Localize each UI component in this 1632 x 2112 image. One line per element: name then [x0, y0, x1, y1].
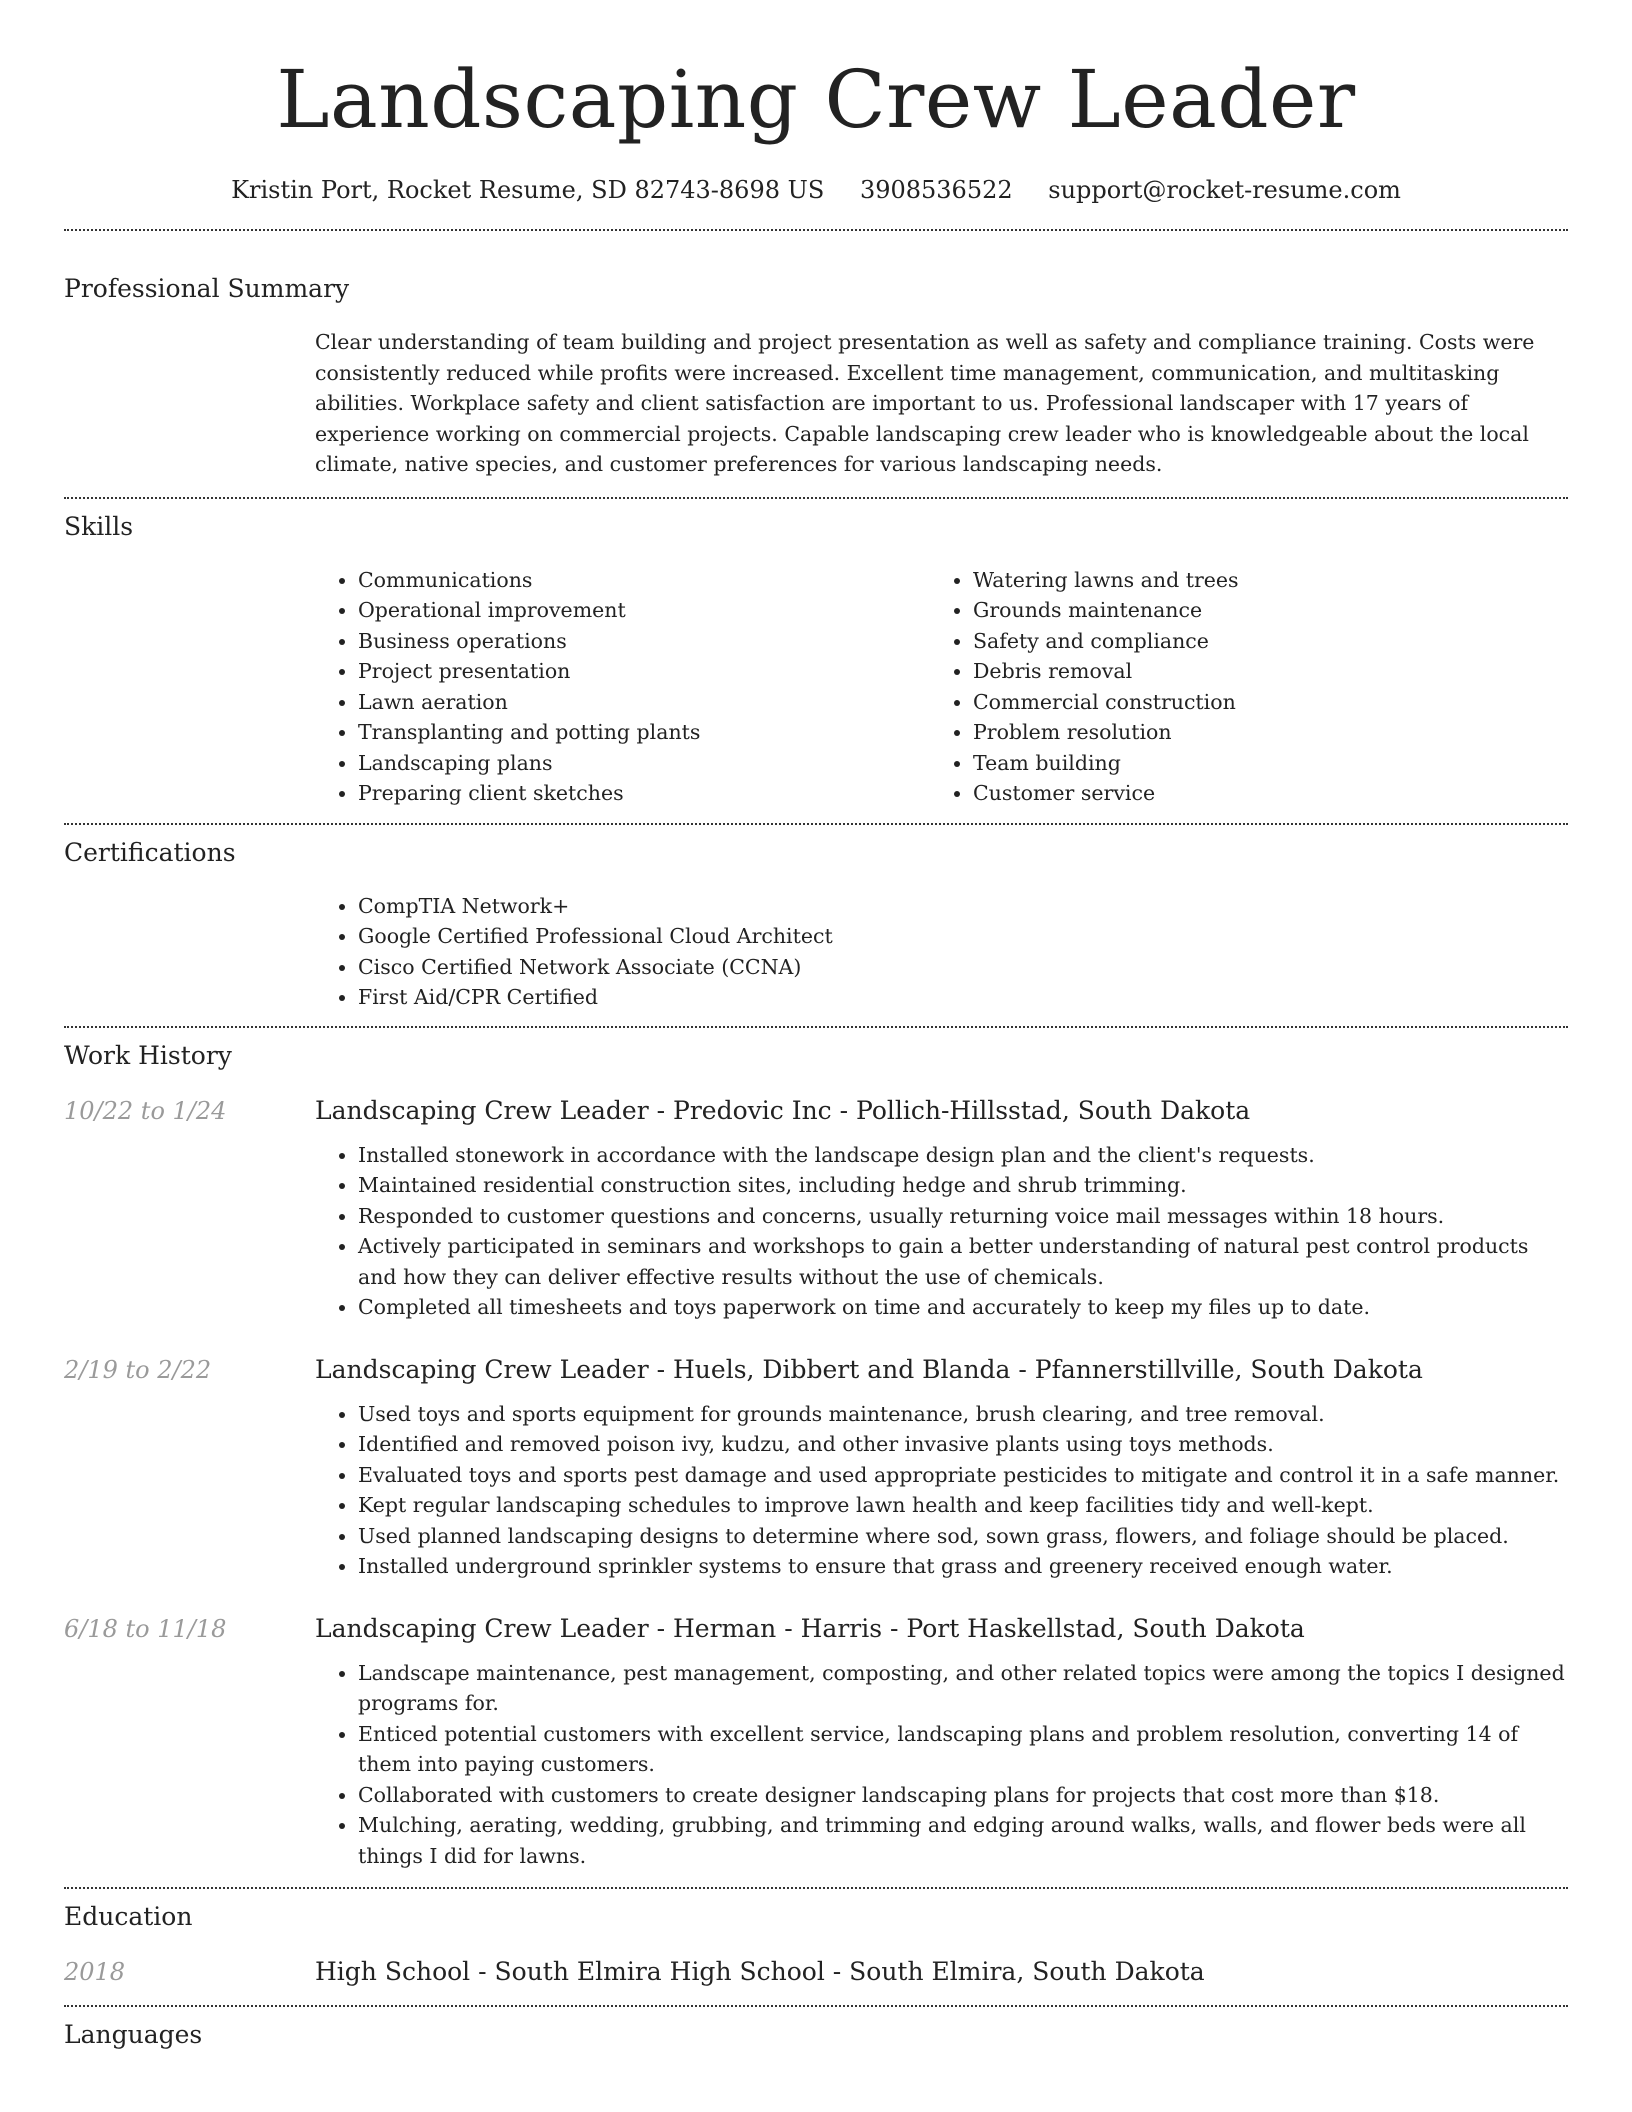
job-heading: Landscaping Crew Leader - Predovic Inc - Pollich-Hillsstad, South Dakota — [315, 1095, 1251, 1125]
job-bullets — [315, 1658, 1568, 1872]
skill-item: • Operational improvement — [358, 595, 930, 626]
skill-item: • Business operations — [358, 626, 930, 657]
education-heading: Education — [64, 1902, 193, 1931]
resume-page — [64, 0, 1568, 2051]
skill-item: • Problem resolution — [973, 717, 1545, 748]
skill-item: • Safety and compliance — [973, 626, 1545, 657]
summary-heading: Professional Summary — [64, 274, 350, 303]
skill-item: • Lawn aeration — [358, 687, 930, 718]
skill-item: • Team building — [973, 748, 1545, 779]
job-details — [315, 1140, 1568, 1323]
job-dates: 6/18 to 11/18 — [64, 1614, 227, 1643]
job-bullet: • Mulching, aerating, wedding, grubbing, and trimming and edging around walks, walls, and flower beds were all things I did for lawns. — [358, 1810, 1568, 1871]
certifications-list — [315, 891, 1568, 1013]
section-divider — [64, 229, 1568, 231]
skill-item: • Project presentation — [358, 656, 930, 687]
skill-item: • Transplanting and potting plants — [358, 717, 930, 748]
job-dates: 2/19 to 2/22 — [64, 1355, 212, 1384]
skills-heading: Skills — [64, 511, 134, 541]
job-bullet: • Identified and removed poison ivy, kudzu, and other invasive plants using toys methods. — [358, 1429, 1568, 1460]
job-bullet: • Actively participated in seminars and workshops to gain a better understanding of natural pest control products and how they can deliver effective results without the use of chemicals. — [358, 1231, 1568, 1292]
education-date: 2018 — [64, 1958, 126, 1986]
job-bullet: • Evaluated toys and sports pest damage and used appropriate pesticides to mitigate and control it in a safe manner. — [358, 1460, 1568, 1491]
certification-item: • First Aid/CPR Certified — [358, 982, 1568, 1013]
job-bullet: • Landscape maintenance, pest management, composting, and other related topics were among the topics I designed programs for. — [358, 1658, 1568, 1719]
education-heading-line: High School - South Elmira High School - South Elmira, South Dakota — [315, 1957, 1205, 1986]
job-entry — [64, 1612, 1568, 1872]
education-entry — [64, 1955, 1568, 1989]
languages-heading: Languages — [64, 2020, 203, 2049]
job-heading: Landscaping Crew Leader - Huels, Dibbert and Blanda - Pfannerstillville, South Dakota — [315, 1354, 1423, 1384]
section-divider — [64, 1026, 1568, 1028]
job-bullet: • Installed underground sprinkler systems to ensure that grass and greenery received enough water. — [358, 1551, 1568, 1582]
job-bullets — [315, 1140, 1568, 1323]
certifications-heading: Certifications — [64, 837, 236, 867]
job-bullet: • Used planned landscaping designs to determine where sod, sown grass, flowers, and foliage should be placed. — [358, 1521, 1568, 1552]
candidate-title: Landscaping Crew Leader — [276, 53, 1356, 146]
education-section — [64, 1901, 1568, 1989]
job-bullet: • Used toys and sports equipment for grounds maintenance, brush clearing, and tree removal. — [358, 1399, 1568, 1430]
job-dates: 10/22 to 1/24 — [64, 1096, 227, 1125]
summary-content — [315, 327, 1568, 480]
job-bullet: • Kept regular landscaping schedules to improve lawn health and keep facilities tidy and well-kept. — [358, 1490, 1568, 1521]
skill-item: • Commercial construction — [973, 687, 1545, 718]
skills-content — [315, 565, 1568, 809]
certifications-content — [315, 891, 1568, 1013]
job-bullet: • Maintained residential construction sites, including hedge and shrub trimming. — [358, 1170, 1568, 1201]
skills-section — [64, 511, 1568, 809]
job-bullet: • Responded to customer questions and concerns, usually returning voice mail messages within 18 hours. — [358, 1201, 1568, 1232]
job-bullet: • Enticed potential customers with excellent service, landscaping plans and problem resolution, converting 14 of them into paying customers. — [358, 1719, 1568, 1780]
skills-column-left — [315, 565, 930, 809]
job-bullet: • Completed all timesheets and toys paperwork on time and accurately to keep my files up to date. — [358, 1292, 1568, 1323]
resume-header — [64, 0, 1568, 206]
skill-item: • Preparing client sketches — [358, 778, 930, 809]
section-divider — [64, 497, 1568, 499]
skill-item: • Debris removal — [973, 656, 1545, 687]
skill-item: • Communications — [358, 565, 930, 596]
job-details — [315, 1658, 1568, 1872]
skill-item: • Grounds maintenance — [973, 595, 1545, 626]
summary-section — [64, 273, 1568, 480]
skill-item: • Landscaping plans — [358, 748, 930, 779]
section-divider — [64, 1887, 1568, 1889]
skill-item: • Watering lawns and trees — [973, 565, 1545, 596]
summary-text: Clear understanding of team building and project presentation as well as safety and compliance training. Costs were consistently reduced while profits were increased. Excellent time management, communication, and multitasking abilities. Workplace safety and client satisfaction are important to us. Professional landscaper with 17 years of experience working on commercial projects. Capable landscaping crew leader who is knowledgeable about the local climate, native species, and customer preferences for various landscaping needs. — [315, 330, 1535, 476]
job-details — [315, 1399, 1568, 1582]
skill-item: • Customer service — [973, 778, 1545, 809]
section-divider — [64, 2005, 1568, 2007]
skills-list-left — [315, 565, 930, 809]
job-entry — [64, 1353, 1568, 1582]
languages-section — [64, 2019, 1568, 2051]
job-entry — [64, 1094, 1568, 1323]
work-history-section — [64, 1040, 1568, 1872]
section-divider — [64, 823, 1568, 825]
contact-address: Kristin Port, Rocket Resume, SD 82743-8698 US — [231, 176, 825, 204]
skills-column-right — [930, 565, 1545, 809]
contact-email: support@rocket-resume.com — [1048, 176, 1401, 204]
job-heading: Landscaping Crew Leader - Herman - Harris - Port Haskellstad, South Dakota — [315, 1613, 1305, 1643]
job-bullet: • Collaborated with customers to create designer landscaping plans for projects that cost more than $18. — [358, 1780, 1568, 1811]
skills-list-right — [930, 565, 1545, 809]
certification-item: • Google Certified Professional Cloud Architect — [358, 921, 1568, 952]
certification-item: • Cisco Certified Network Associate (CCNA) — [358, 952, 1568, 983]
certifications-section — [64, 837, 1568, 1013]
job-bullets — [315, 1399, 1568, 1582]
contact-line — [64, 174, 1568, 206]
work-history-heading: Work History — [64, 1040, 232, 1070]
job-bullet: • Installed stonework in accordance with the landscape design plan and the client's requests. — [358, 1140, 1568, 1171]
contact-phone: 3908536522 — [859, 176, 1013, 204]
certification-item: • CompTIA Network+ — [358, 891, 1568, 922]
